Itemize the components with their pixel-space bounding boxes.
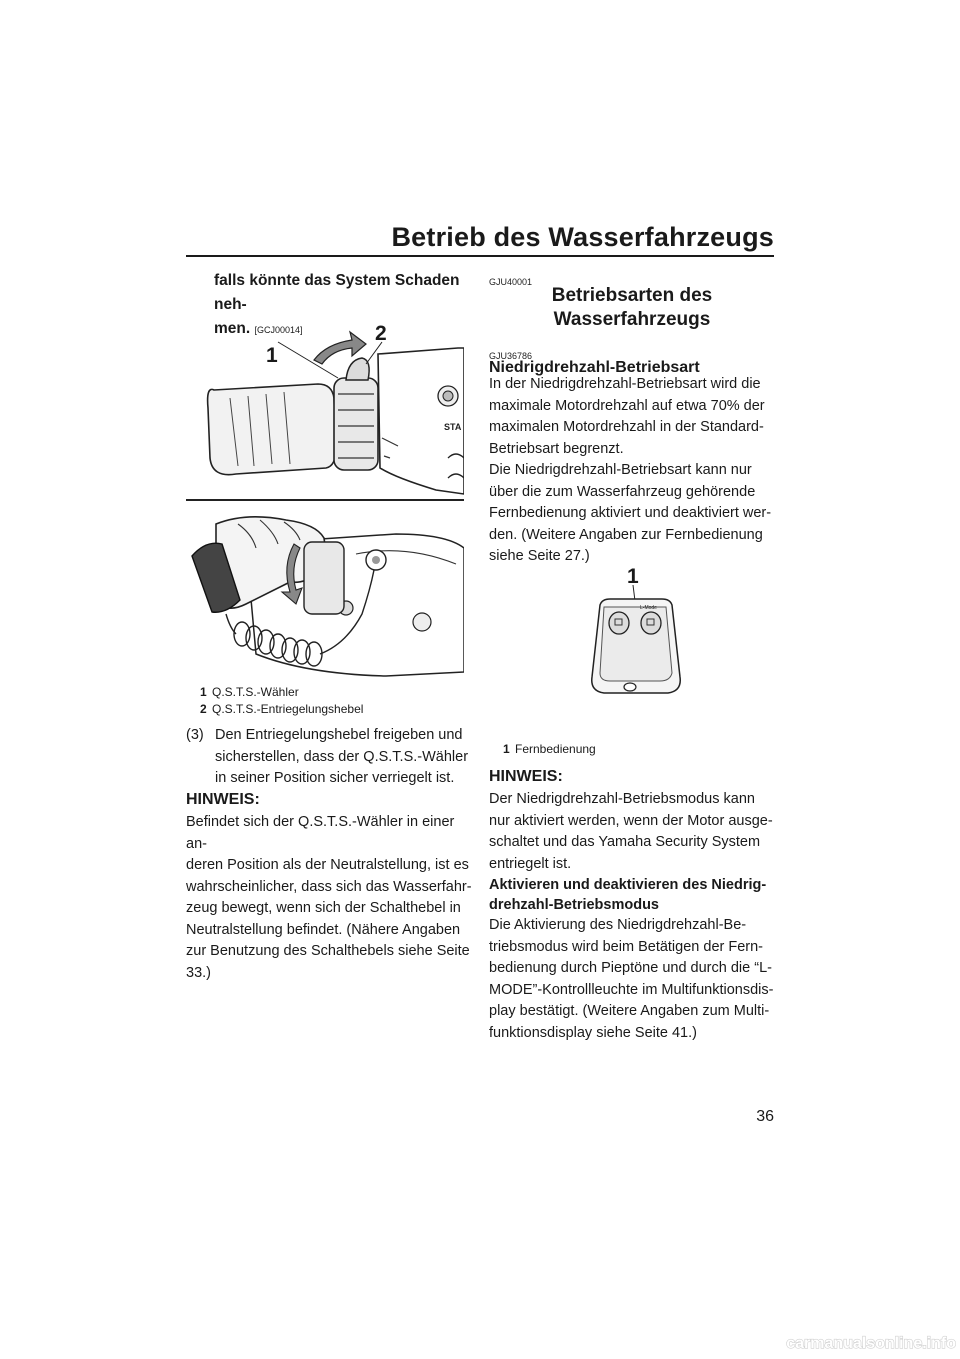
para-line: play bestätigt. (Weitere Angaben zum Multi- [489,1003,770,1019]
right-paragraph-2 [489,915,781,1044]
left-caption-2 [200,701,363,718]
bold-sub-line: drehzahl-Betriebsmodus [489,897,659,913]
figure-label-2: 2 [375,322,387,345]
step-line: Den Entriegelungshebel freigeben und [215,727,463,743]
caption-number: 2 [200,702,207,716]
note-line: zur Benutzung des Schalthebels siehe Seite [186,943,470,959]
para-line: triebsmodus wird beim Betätigen der Fern- [489,938,764,955]
note-line: 33.) [186,964,211,981]
note-line: wahrscheinlicher, dass sich das Wasserfahr- [186,878,472,895]
section-title [489,284,775,332]
right-caption-1 [503,741,596,758]
para-line: Die Niedrigdrehzahl-Betriebsart kann nur [489,462,752,478]
right-note-body [489,789,779,875]
caption-number: 1 [503,742,510,756]
para-line: MODE”-Kontrollleuchte im Multifunktionsdis- [489,981,774,998]
right-paragraph [489,374,779,568]
section-title-line: Wasserfahrzeugs [553,309,711,330]
right-note-heading: HINWEIS: [489,768,563,785]
para-line: Fernbedienung aktiviert und deaktiviert wer- [489,505,772,521]
para-line: siehe Seite 27.) [489,548,590,564]
note-line: Der Niedrigdrehzahl-Betriebsmodus kann [489,791,755,807]
remote-lmode-text: L-Mode [640,605,657,611]
release-lever-illustration [186,504,464,680]
left-note-heading: HINWEIS: [186,791,260,808]
para-line: maximalen Motordrehzahl in der Standard- [489,419,764,435]
left-caption-1 [200,684,299,701]
step-3 [186,725,471,790]
caption-text: Q.S.T.S.-Entriegelungshebel [212,702,364,716]
qsts-selector-illustration [186,318,464,504]
para-line: den. (Weitere Angaben zur Fernbedienung [489,526,763,543]
note-line: entriegelt ist. [489,855,572,872]
bold-subheading [489,875,779,915]
remote-control-illustration [590,585,682,697]
section-title-line: Betriebsarten des [551,285,713,306]
para-line: Die Aktivierung des Niedrigdrehzahl-Be- [489,917,747,933]
note-line: Befindet sich der Q.S.T.S.-Wähler in einer an- [186,814,455,852]
warning-line-1: falls könnte das System Schaden neh- [214,272,460,313]
note-line: zeug bewegt, wenn sich der Schalthebel in [186,900,461,916]
caption-number: 1 [200,685,207,699]
svg-text:STA: STA [444,422,462,432]
caption-text: Fernbedienung [515,742,596,756]
para-line: In der Niedrigdrehzahl-Betriebsart wird die [489,376,761,392]
header-rule [186,255,774,257]
step-line: in seiner Position sicher verriegelt ist. [215,770,455,786]
watermark-text: carmanualsonline.info [786,1335,956,1352]
subsection-code: GJU36786 [489,351,533,361]
step-line: sicherstellen, dass der Q.S.T.S.-Wähler [215,748,469,765]
note-line: schaltet und das Yamaha Security System [489,834,761,850]
para-line: maximale Motordrehzahl auf etwa 70% der [489,397,765,414]
note-line: deren Position als der Neutralstellung, ist es [186,857,469,873]
warning-line-2: men. [214,320,251,337]
para-line: über die zum Wasserfahrzeug gehörende [489,483,756,500]
watermark [760,1332,956,1354]
section-code: GJU40001 [489,277,533,287]
note-line: Neutralstellung befindet. (Nähere Angaben [186,921,461,938]
step-label: (3) [186,727,204,743]
remote-figure-label: 1 [627,565,639,588]
para-line: bedienung durch Pieptöne und durch die “L- [489,960,772,976]
page-number: 36 [756,1108,774,1125]
para-line: Betriebsart begrenzt. [489,440,624,457]
subsection-title: Niedrigdrehzahl-Betriebsart [489,359,700,376]
bold-sub-line: Aktivieren und deaktivieren des Niedrig- [489,877,767,893]
figure-label-1: 1 [266,344,278,367]
para-line: funktionsdisplay siehe Seite 41.) [489,1024,697,1041]
left-note-body [186,812,476,984]
page-header-title: Betrieb des Wasserfahrzeugs [391,222,774,252]
warning-code: [GCJ00014] [254,325,303,335]
caption-text: Q.S.T.S.-Wähler [212,685,299,699]
note-line: nur aktiviert werden, wenn der Motor ausge- [489,812,773,829]
